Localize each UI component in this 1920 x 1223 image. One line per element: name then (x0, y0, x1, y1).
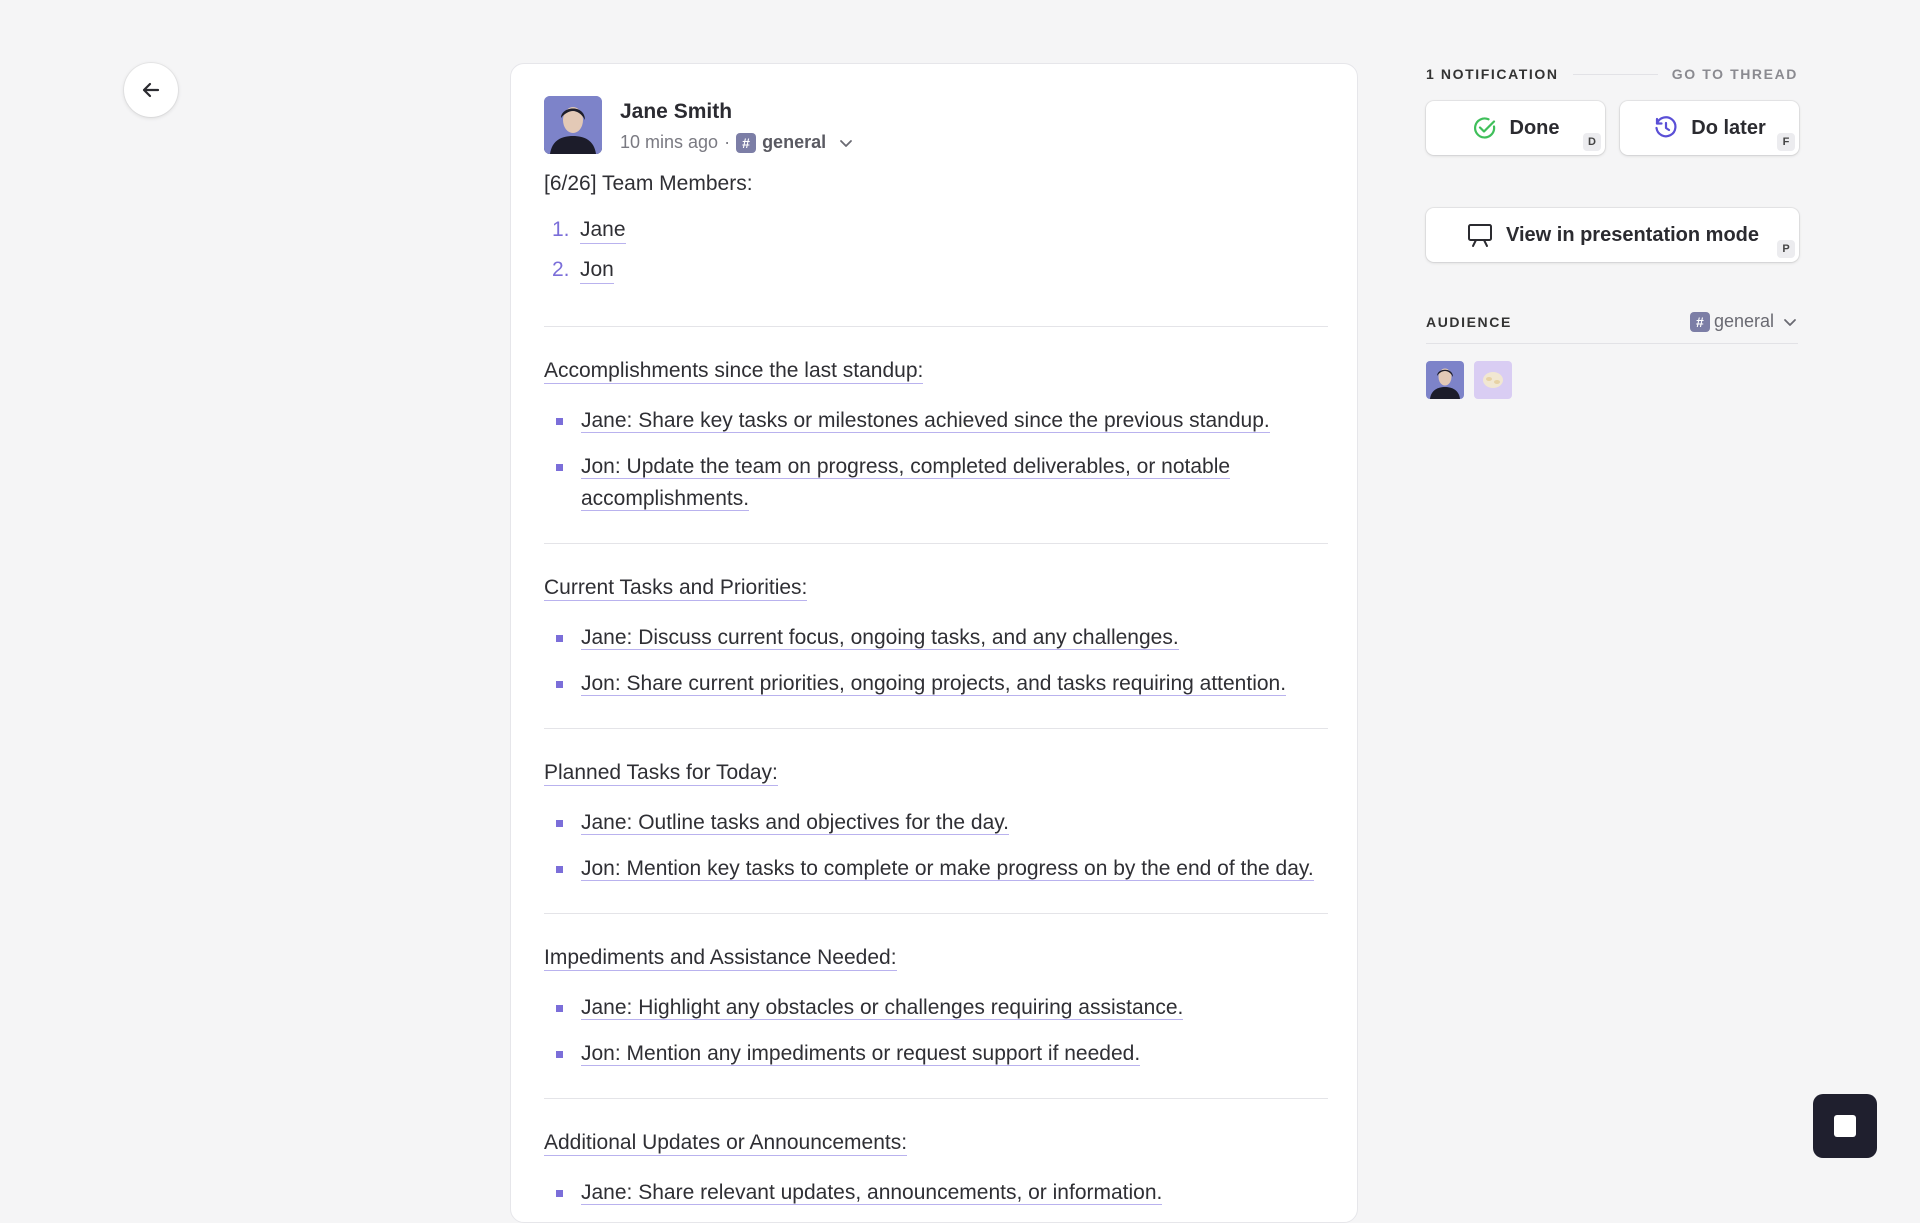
list-item-text[interactable]: Jon: Mention any impediments or request support if needed. (581, 1042, 1141, 1065)
list-item-text[interactable]: Jon: Share current priorities, ongoing projects, and tasks requiring attention. (581, 672, 1287, 695)
notification-header (1426, 63, 1798, 85)
list-item (544, 807, 1328, 839)
list-item (544, 992, 1328, 1024)
section-list (544, 405, 1328, 515)
member-name[interactable]: Jane (580, 218, 626, 244)
divider (544, 1098, 1328, 1099)
back-arrow-icon (140, 79, 162, 101)
list-item (544, 622, 1328, 654)
channel-name[interactable]: general (762, 132, 827, 152)
check-circle-icon (1472, 115, 1498, 141)
audience-avatar[interactable] (1426, 361, 1464, 399)
go-to-thread-link[interactable]: GO TO THREAD (1671, 66, 1798, 82)
list-item (544, 218, 1328, 258)
list-number: 1. (552, 218, 570, 241)
audience-channel-name: general (1713, 311, 1774, 331)
presentation-label: View in presentation mode (1505, 223, 1760, 246)
post-card (510, 63, 1358, 1223)
presentation-mode-button[interactable] (1426, 208, 1799, 262)
section-list (544, 992, 1328, 1070)
done-label: Done (1509, 116, 1560, 139)
divider (544, 543, 1328, 544)
hash-icon: # (1690, 312, 1710, 332)
chevron-down-icon (1782, 314, 1798, 330)
section-heading (544, 946, 1328, 970)
member-name[interactable]: Jon (580, 258, 614, 284)
done-button[interactable] (1426, 101, 1605, 155)
stop-icon (1834, 1115, 1856, 1137)
shortcut-key: P (1777, 240, 1795, 258)
list-item (544, 668, 1328, 700)
list-item (544, 258, 1328, 298)
clock-icon (1653, 115, 1679, 141)
presentation-icon (1466, 222, 1494, 248)
hash-icon: # (736, 133, 756, 153)
member-list (544, 218, 1328, 298)
post-body (544, 172, 1328, 1223)
section-list (544, 1177, 1328, 1209)
section-heading-text[interactable]: Planned Tasks for Today: (544, 761, 778, 784)
section-heading-text[interactable]: Additional Updates or Announcements: (544, 1131, 908, 1154)
do-later-button[interactable] (1620, 101, 1799, 155)
list-item-text[interactable]: Jane: Highlight any obstacles or challenges requiring assistance. (581, 996, 1184, 1019)
post-time: 10 mins ago (620, 132, 719, 152)
section-heading-text[interactable]: Accomplishments since the last standup: (544, 359, 924, 382)
section-heading (544, 359, 1328, 383)
divider (544, 326, 1328, 327)
back-button[interactable] (124, 63, 178, 117)
divider (544, 913, 1328, 914)
list-item-text[interactable]: Jane: Share relevant updates, announcements, or information. (581, 1181, 1163, 1204)
section-list (544, 622, 1328, 700)
shortcut-key: D (1583, 133, 1601, 151)
audience-channel-select[interactable] (1690, 311, 1798, 332)
list-item-text[interactable]: Jane: Share key tasks or milestones achieved since the previous standup. (581, 409, 1270, 432)
section-heading-text[interactable]: Impediments and Assistance Needed: (544, 946, 897, 969)
author-name[interactable]: Jane Smith (620, 100, 733, 123)
list-item (544, 1038, 1328, 1070)
audience-avatar[interactable] (1474, 361, 1512, 399)
shortcut-key: F (1777, 133, 1795, 151)
divider (1573, 74, 1658, 75)
divider (544, 728, 1328, 729)
post-meta (620, 132, 854, 153)
author-avatar[interactable] (544, 96, 602, 154)
list-item-text[interactable]: Jane: Discuss current focus, ongoing tasks, and any challenges. (581, 626, 1179, 649)
list-item (544, 853, 1328, 885)
post-header (544, 96, 1324, 156)
do-later-label: Do later (1691, 116, 1766, 139)
section-heading (544, 761, 1328, 785)
list-item-text[interactable]: Jon: Mention key tasks to complete or make progress on by the end of the day. (581, 857, 1314, 880)
list-item-text[interactable]: Jane: Outline tasks and objectives for the day. (581, 811, 1010, 834)
section-list (544, 807, 1328, 885)
notification-count: 1 NOTIFICATION (1426, 66, 1559, 82)
list-number: 2. (552, 258, 570, 281)
notification-panel (1426, 63, 1798, 331)
list-item (544, 451, 1328, 515)
audience-header (1426, 311, 1798, 344)
chevron-down-icon[interactable] (838, 135, 854, 151)
audience-label: AUDIENCE (1426, 314, 1512, 330)
list-item (544, 405, 1328, 437)
list-item-text[interactable]: Jon: Update the team on progress, completed deliverables, or notable accomplishments. (581, 455, 1231, 510)
section-heading (544, 1131, 1328, 1155)
meta-separator: · (724, 132, 731, 152)
stop-button[interactable] (1813, 1094, 1877, 1158)
section-heading (544, 576, 1328, 600)
section-heading-text[interactable]: Current Tasks and Priorities: (544, 576, 808, 599)
post-title: [6/26] Team Members: (544, 172, 753, 195)
list-item (544, 1177, 1328, 1209)
